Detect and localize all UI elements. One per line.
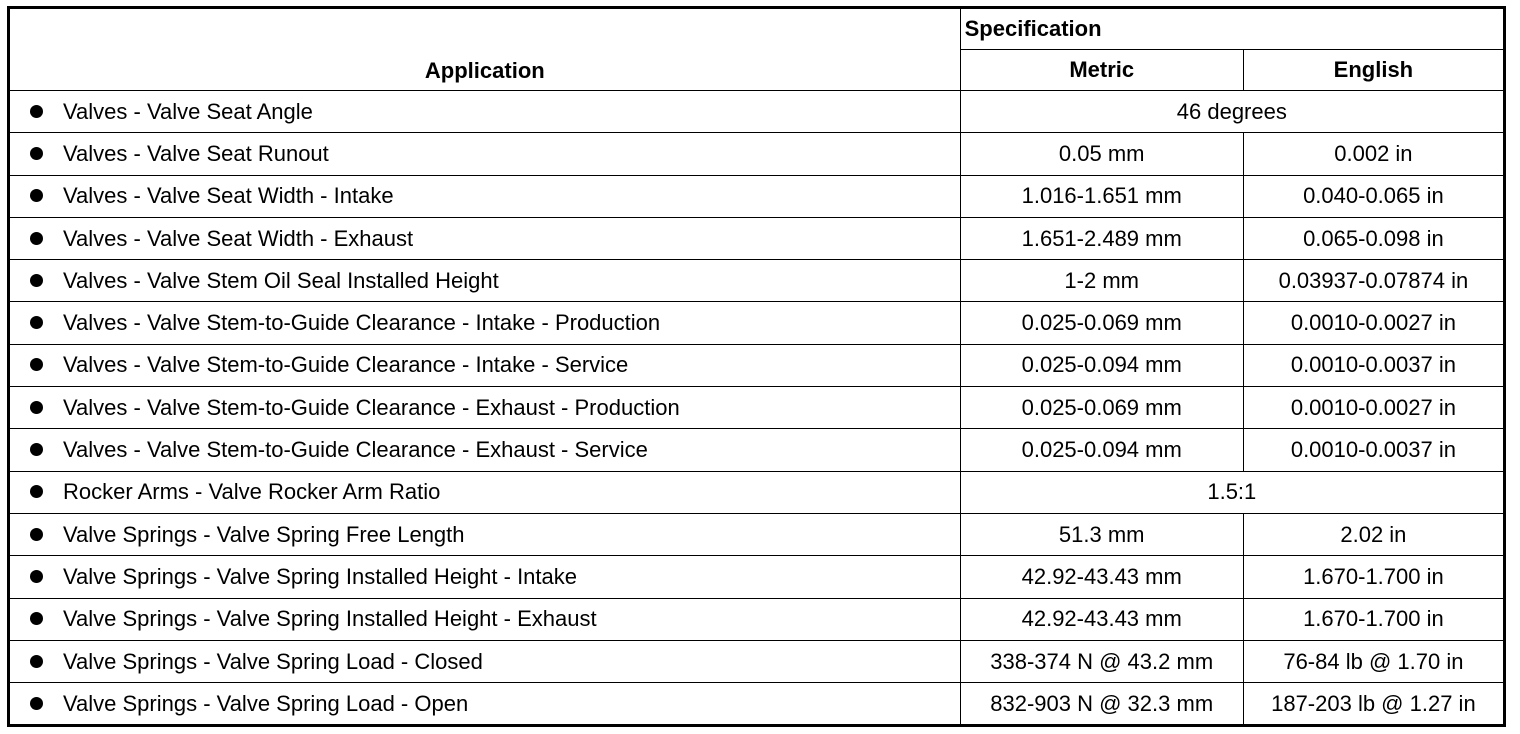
application-label: Valves - Valve Seat Angle <box>63 98 313 124</box>
bullet-icon <box>30 612 43 625</box>
header-row-top <box>9 8 1505 50</box>
table-row <box>9 175 1505 217</box>
table-body <box>9 91 1505 726</box>
application-label: Valves - Valve Seat Width - Exhaust <box>63 225 414 251</box>
application-cell <box>9 175 961 217</box>
metric-value-cell: 832-903 N @ 32.3 mm <box>960 683 1243 726</box>
application-label: Rocker Arms - Valve Rocker Arm Ratio <box>63 479 441 505</box>
metric-value-cell: 338-374 N @ 43.2 mm <box>960 640 1243 682</box>
application-cell <box>9 133 961 175</box>
metric-value-cell: 0.025-0.069 mm <box>960 387 1243 429</box>
english-value-cell: 187-203 lb @ 1.27 in <box>1243 683 1504 726</box>
metric-value-cell: 1.016-1.651 mm <box>960 175 1243 217</box>
bullet-icon <box>30 485 43 498</box>
table-row <box>9 387 1505 429</box>
application-label: Valves - Valve Stem-to-Guide Clearance - Intake - Service <box>63 352 629 378</box>
metric-value-cell: 42.92-43.43 mm <box>960 598 1243 640</box>
english-value-cell: 0.03937-0.07874 in <box>1243 260 1504 302</box>
application-cell <box>9 556 961 598</box>
application-cell <box>9 640 961 682</box>
table-row <box>9 683 1505 726</box>
application-cell <box>9 302 961 344</box>
english-value-cell: 0.0010-0.0027 in <box>1243 387 1504 429</box>
table-row <box>9 91 1505 133</box>
application-label: Valve Springs - Valve Spring Installed Height - Exhaust <box>63 606 597 632</box>
metric-value-cell: 51.3 mm <box>960 513 1243 555</box>
application-label: Valves - Valve Stem Oil Seal Installed Height <box>63 267 499 293</box>
metric-value-cell: 0.025-0.094 mm <box>960 344 1243 386</box>
table-row <box>9 640 1505 682</box>
table-row <box>9 260 1505 302</box>
english-value-cell: 1.670-1.700 in <box>1243 556 1504 598</box>
application-cell <box>9 217 961 259</box>
english-value-cell: 2.02 in <box>1243 513 1504 555</box>
application-label: Valve Springs - Valve Spring Installed Height - Intake <box>63 563 578 589</box>
application-cell <box>9 91 961 133</box>
english-value-cell: 76-84 lb @ 1.70 in <box>1243 640 1504 682</box>
english-value-cell: 0.065-0.098 in <box>1243 217 1504 259</box>
english-value-cell: 0.0010-0.0037 in <box>1243 344 1504 386</box>
application-label: Valve Springs - Valve Spring Load - Open <box>63 690 469 716</box>
specification-table <box>7 6 1506 727</box>
application-cell <box>9 683 961 726</box>
bullet-icon <box>30 570 43 583</box>
english-value-cell: 0.0010-0.0037 in <box>1243 429 1504 471</box>
application-header: Application <box>9 8 961 91</box>
table-row <box>9 556 1505 598</box>
english-header: English <box>1243 50 1504 91</box>
bullet-icon <box>30 316 43 329</box>
table-row <box>9 471 1505 513</box>
english-value-cell: 1.670-1.700 in <box>1243 598 1504 640</box>
application-label: Valves - Valve Seat Runout <box>63 140 329 166</box>
english-value-cell: 0.002 in <box>1243 133 1504 175</box>
metric-value-cell: 1-2 mm <box>960 260 1243 302</box>
bullet-icon <box>30 697 43 710</box>
specification-value-cell: 1.5:1 <box>960 471 1504 513</box>
table-header <box>9 8 1505 91</box>
application-cell <box>9 513 961 555</box>
bullet-icon <box>30 358 43 371</box>
application-label: Valves - Valve Stem-to-Guide Clearance - Intake - Production <box>63 310 661 336</box>
metric-value-cell: 0.025-0.094 mm <box>960 429 1243 471</box>
application-label: Valve Springs - Valve Spring Load - Closed <box>63 648 483 674</box>
metric-header: Metric <box>960 50 1243 91</box>
application-label: Valves - Valve Seat Width - Intake <box>63 183 394 209</box>
metric-value-cell: 1.651-2.489 mm <box>960 217 1243 259</box>
bullet-icon <box>30 232 43 245</box>
english-value-cell: 0.040-0.065 in <box>1243 175 1504 217</box>
table-row <box>9 217 1505 259</box>
table-row <box>9 344 1505 386</box>
application-cell <box>9 387 961 429</box>
application-cell <box>9 598 961 640</box>
specification-header: Specification <box>960 8 1504 50</box>
table-row <box>9 513 1505 555</box>
metric-value-cell: 0.025-0.069 mm <box>960 302 1243 344</box>
application-cell <box>9 429 961 471</box>
bullet-icon <box>30 147 43 160</box>
bullet-icon <box>30 443 43 456</box>
metric-value-cell: 0.05 mm <box>960 133 1243 175</box>
metric-value-cell: 42.92-43.43 mm <box>960 556 1243 598</box>
application-label: Valves - Valve Stem-to-Guide Clearance - Exhaust - Service <box>63 437 648 463</box>
specification-value-cell: 46 degrees <box>960 91 1504 133</box>
application-cell <box>9 260 961 302</box>
table-row <box>9 429 1505 471</box>
bullet-icon <box>30 105 43 118</box>
english-value-cell: 0.0010-0.0027 in <box>1243 302 1504 344</box>
application-label: Valve Springs - Valve Spring Free Length <box>63 521 465 547</box>
table-row <box>9 133 1505 175</box>
bullet-icon <box>30 401 43 414</box>
bullet-icon <box>30 655 43 668</box>
bullet-icon <box>30 528 43 541</box>
table-row <box>9 302 1505 344</box>
application-label: Valves - Valve Stem-to-Guide Clearance - Exhaust - Production <box>63 394 680 420</box>
application-cell <box>9 471 961 513</box>
bullet-icon <box>30 274 43 287</box>
table-row <box>9 598 1505 640</box>
application-cell <box>9 344 961 386</box>
bullet-icon <box>30 189 43 202</box>
